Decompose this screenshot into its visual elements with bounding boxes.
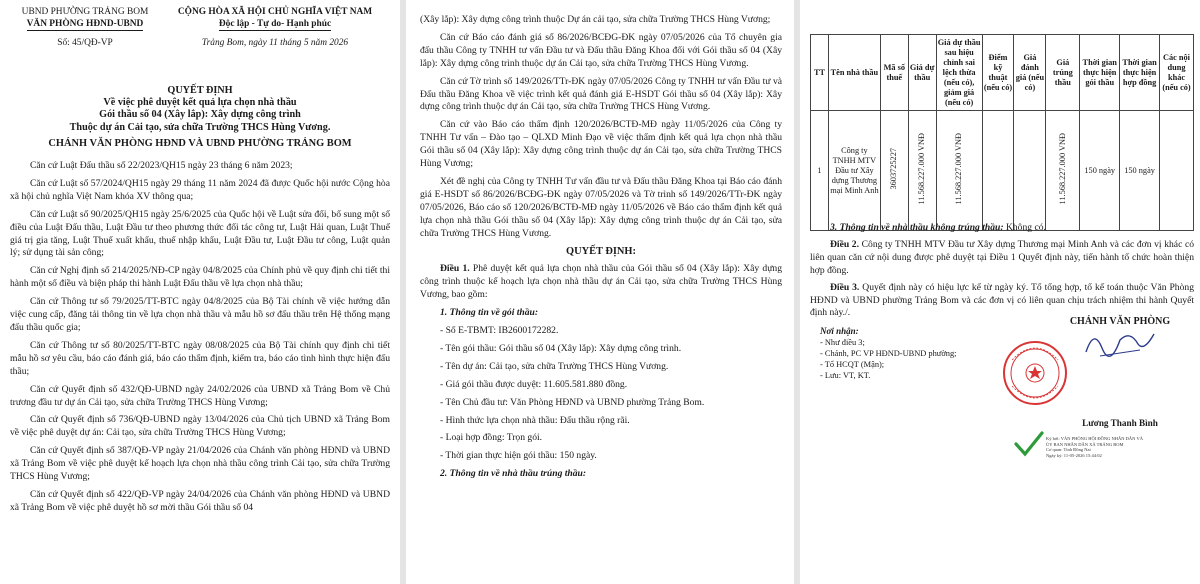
nation-line-2: Độc lập - Tự do- Hạnh phúc bbox=[218, 19, 332, 29]
bid-info-text: Hình thức lựa chọn nhà thầu: Đấu thầu rộng rãi. bbox=[445, 414, 630, 426]
table-cell bbox=[1014, 111, 1046, 231]
bid-info-text: Tên Chủ đầu tư: Văn Phòng HĐND và UBND phường Trảng Bom. bbox=[445, 396, 705, 408]
legal-bases bbox=[10, 160, 390, 520]
article-label: Điều 2. bbox=[830, 238, 859, 250]
section-heading: 2. Thông tin về nhà thầu trúng thầu: bbox=[440, 468, 587, 480]
bid-info-text: Loại hợp đồng: Trọn gói. bbox=[445, 432, 543, 444]
recipients-heading: Nơi nhận: bbox=[820, 326, 859, 336]
article-text: Phê duyệt kết quả lựa chọn nhà thầu của Gói thầu số 04 (Xây lắp): Xây dựng công trình thuộc kế hoạch lựa chọn nhà thầu dự án Cải tạo, sửa chữa Trường THCS Hùng Vương, bao gồm: bbox=[420, 263, 782, 301]
bid-info-item: - Giá gói thầu được duyệt: 11.605.581.880 đồng. bbox=[440, 378, 628, 390]
bid-info-item: - Số E-TBMT: IB2600172282. bbox=[440, 325, 559, 337]
legal-basis-paragraph: Căn cứ Tờ trình số 149/2026/TTr-ĐK ngày 07/05/2026 Công ty TNHH tư vấn Đầu tư và Đấu thầu Đăng Khoa về việc trình kết quả đánh giá E-HSDT Gói thầu số 04 (Xây lắp): Xây dựng công trình thuộc dự án Cải tạo, sửa chữa Trường THCS Hùng Vương. bbox=[420, 75, 782, 113]
table-header: Giá trúng thầu bbox=[1046, 35, 1080, 111]
decision-heading: QUYẾT ĐỊNH: bbox=[566, 245, 636, 257]
article-label: Điều 3. bbox=[830, 281, 860, 293]
legal-basis-paragraph: Căn cứ vào Báo cáo thẩm định 120/2026/BCTĐ-MĐ ngày 11/05/2026 của Công ty TNHH Tư vấn – Đào tạo – QLXD Minh Đạo về việc thẩm định kết quả lựa chọn nhà thầu Gói thầu số 04 (Xây lắp): Xây dựng công trình thuộc dự án Cải tạo, sửa chữa Trường THCS Hùng Vương; bbox=[420, 119, 782, 170]
article-1 bbox=[420, 263, 782, 302]
esig-line: ỦY BAN NHÂN DÂN XÃ TRẢNG BOM bbox=[1046, 441, 1124, 447]
signature-block bbox=[990, 316, 1190, 458]
bid-info-text: Giá gói thầu được duyệt: 11.605.581.880 đồng. bbox=[445, 378, 628, 390]
bid-info-item: - Tên dự án: Cải tạo, sửa chữa Trường THCS Hùng Vương. bbox=[440, 360, 669, 372]
table-header: Điểm kỹ thuật (nếu có) bbox=[982, 35, 1014, 111]
place-date: Trảng Bom, ngày 11 tháng 5 năm 2026 bbox=[201, 38, 349, 48]
official-seal-icon bbox=[1002, 340, 1068, 406]
bid-price: 11.568.227.000 VNĐ bbox=[917, 133, 927, 205]
page-3-body bbox=[810, 222, 1194, 324]
national-title bbox=[160, 6, 390, 49]
legal-basis-paragraph: Căn cứ Luật số 90/2025/QH15 ngày 25/6/2025 của Quốc hội về Luật sửa đổi, bổ sung một số điều của Luật Đấu thầu, Luật Đầu tư theo phương thức đối tác công tư, Luật Hải quan, Luật Thuế giá trị gia tăng, Luật Thuế xuất khẩu, thuế nhập khẩu, Luật Đầu tư, Luật Đầu tư công, Luật quản lý; sử dụng tài sản công; bbox=[10, 208, 390, 259]
recipient-item: - Chánh, PC VP HĐND-UBND phường; bbox=[820, 349, 957, 358]
decision-title: QUYẾT ĐỊNH bbox=[167, 85, 233, 96]
adjusted-bid-price: 11.568.227.000 VNĐ bbox=[954, 133, 964, 205]
table-header: Thời gian thực hiện hợp đồng bbox=[1120, 35, 1160, 111]
table-cell bbox=[1046, 111, 1080, 231]
decision-subtitle-1: Về việc phê duyệt kết quả lựa chọn nhà thầu bbox=[103, 97, 297, 109]
recipients-block bbox=[820, 326, 990, 381]
decision-subtitle-2: Gói thầu số 04 (Xây lắp): Xây dựng công trình bbox=[99, 109, 301, 121]
table-header: Tên nhà thầu bbox=[828, 35, 880, 111]
issuing-authority: CHÁNH VĂN PHÒNG HĐND VÀ UBND PHƯỜNG TRẢNG BOM bbox=[48, 137, 352, 149]
decision-page-1 bbox=[0, 0, 400, 584]
legal-basis-paragraph: Căn cứ Quyết định số 736/QĐ-UBND ngày 13/04/2026 của Chủ tịch UBND xã Trảng Bom về việc phê duyệt dự án: Cải tạo, sửa chữa Trường THCS Hùng Vương; bbox=[10, 414, 390, 439]
table-cell: 1 bbox=[811, 111, 829, 231]
recipient-item: - Lưu: VT, KT. bbox=[820, 371, 871, 380]
tax-code: 3603725227 bbox=[889, 148, 899, 190]
winning-bidder-table bbox=[810, 34, 1194, 231]
legal-basis-paragraph: Căn cứ Thông tư số 79/2025/TT-BTC ngày 04/8/2025 của Bộ Tài chính về việc hướng dẫn việc cung cấp, đăng tải thông tin về lựa chọn nhà thầu và mẫu hồ sơ đấu thầu trên Hệ thống mạng đấu thầu quốc gia; bbox=[10, 296, 390, 333]
table-cell bbox=[1160, 111, 1194, 231]
table-cell: Công ty TNHH MTV Đầu tư Xây dựng Thương mại Minh Anh bbox=[828, 111, 880, 231]
signature-title: CHÁNH VĂN PHÒNG bbox=[1069, 316, 1171, 327]
bid-info-text: Tên dự án: Cải tạo, sửa chữa Trường THCS Hùng Vương. bbox=[445, 360, 669, 372]
legal-basis-paragraph: Căn cứ Quyết định số 422/QĐ-VP ngày 24/04/2026 của Chánh văn phòng HĐND và UBND xã Trảng Bom về việc phê duyệt hồ sơ mời thầu Gói thầu số 04 bbox=[10, 488, 390, 513]
table-header: Giá dự thầu bbox=[908, 35, 936, 111]
article-2 bbox=[810, 239, 1194, 278]
legal-basis-paragraph: Căn cứ Quyết định số 432/QĐ-UBND ngày 24/02/2026 của UBND xã Trảng Bom về Chủ trương đầu tư dự án Cải tạo, sửa chữa Trường THCS Hùng Vương; bbox=[10, 383, 390, 408]
winning-price: 11.568.227.000 VNĐ bbox=[1057, 133, 1067, 205]
esig-line: Cơ quan: Tỉnh Đồng Nai bbox=[1046, 447, 1091, 453]
digital-signature-check-icon bbox=[1014, 430, 1044, 458]
section-heading: 3. Thông tin về nhà thầu không trúng thầu: bbox=[830, 222, 1004, 233]
table-header: Giá dự thầu sau hiệu chỉnh sai lệch thừa (nếu có), giảm giá (nếu có) bbox=[936, 35, 982, 111]
issuing-agency bbox=[10, 6, 160, 49]
bid-info-text: Thời gian thực hiện gói thầu: 150 ngày. bbox=[445, 450, 597, 462]
table-header: Mã số thuế bbox=[880, 35, 908, 111]
section-heading: 1. Thông tin về gói thầu: bbox=[440, 307, 539, 319]
article-text: Quyết định này có hiệu lực kể từ ngày ký. Tổ tổng hợp, tổ kế toán thuộc Văn Phòng HĐND và UBND phường Trảng Bom và các đơn vị có liên quan chịu trách nhiệm thi hành Quyết định này./. bbox=[810, 281, 1194, 319]
handwritten-signature-icon bbox=[1080, 322, 1160, 362]
table-cell: 150 ngày bbox=[1120, 111, 1160, 231]
article-label: Điều 1. bbox=[440, 263, 470, 275]
table-cell bbox=[880, 111, 908, 231]
table-header: Các nội dung khác (nếu có) bbox=[1160, 35, 1194, 111]
table-cell bbox=[936, 111, 982, 231]
decision-page-3 bbox=[800, 0, 1200, 584]
table-header-row bbox=[811, 35, 1194, 111]
table-header: Thời gian thực hiện gói thầu bbox=[1080, 35, 1120, 111]
legal-basis-paragraph: Căn cứ Luật Đấu thầu số 22/2023/QH15 ngày 23 tháng 6 năm 2023; bbox=[30, 160, 293, 171]
decision-subtitle-3: Thuộc dự án Cải tạo, sửa chữa Trường THCS Hùng Vương. bbox=[69, 121, 331, 133]
bid-info-item: - Hình thức lựa chọn nhà thầu: Đấu thầu rộng rãi. bbox=[440, 414, 630, 426]
page-2-body bbox=[420, 14, 782, 486]
signer-name: Lương Thanh Bình bbox=[1082, 418, 1158, 428]
agency-line-2: VĂN PHÒNG HĐND-UBND bbox=[26, 19, 144, 29]
continuation-text: (Xây lắp): Xây dựng công trình thuộc Dự án cải tạo, sửa chữa Trường THCS Hùng Vương; bbox=[420, 14, 771, 25]
table-cell: 150 ngày bbox=[1080, 111, 1120, 231]
legal-basis-paragraph: Xét đề nghị của Công ty TNHH Tư vấn đầu tư và Đấu thầu Đăng Khoa tại Báo cáo đánh giá E-HSDT số 86/2026/BCĐG-ĐK ngày 07/05/2026 và Tờ trình số 149/2026/TTr-ĐK ngày 07/05/2026, Báo cáo số 120/2026/BCTĐ-MĐ ngày 11/05/2026 về Báo cáo thẩm định kết quả lựa chọn nhà thầu Gói thầu số 04 (Xây lắp): Xây dựng công trình thuộc dự án Cải tạo, sửa chữa Trường THCS Hùng Vương. bbox=[420, 175, 782, 239]
digital-signature-info bbox=[1046, 436, 1186, 458]
decision-title-block bbox=[10, 85, 390, 150]
article-text: Công ty TNHH MTV Đầu tư Xây dựng Thương mại Minh Anh và các đơn vị khác có liên quan căn cứ nội dung được phê duyệt tại Điều 1 Quyết định này, tiến hành tổ chức hoàn thiện hợp đồng. bbox=[810, 238, 1194, 276]
bid-info-item: - Loại hợp đồng: Trọn gói. bbox=[440, 432, 543, 444]
table-header: Giá đánh giá (nếu có) bbox=[1014, 35, 1046, 111]
esig-line: Ngày ký: 11-05-2026 15:44:02 bbox=[1046, 452, 1102, 458]
legal-basis-paragraph: Căn cứ Luật số 57/2024/QH15 ngày 29 tháng 11 năm 2024 đã được Quốc hội nước Cộng hòa xã hội chủ nghĩa Việt Nam khóa XV thông qua; bbox=[10, 177, 390, 202]
esig-line: Ký bởi: VĂN PHÒNG HỘI ĐỒNG NHÂN DÂN VÀ bbox=[1046, 436, 1143, 441]
legal-basis-paragraph: Căn cứ Báo cáo đánh giá số 86/2026/BCĐG-ĐK ngày 07/05/2026 của Tổ chuyên gia đấu thầu Công ty TNHH tư vấn Đầu tư và Đấu thầu Đăng Khoa đối với Gói thầu số 04 (Xây lắp): Xây dựng công trình thuộc dự án Cải tạo, sửa chữa Trường THCS Hùng Vương. bbox=[420, 31, 782, 69]
legal-basis-paragraph: Căn cứ Quyết định số 387/QĐ-VP ngày 21/04/2026 của Chánh văn phòng HĐND và UBND xã Trảng Bom về việc phê duyệt kế hoạch lựa chọn nhà thầu công trình Cải tạo, sửa chữa Trường THCS Hùng Vương; bbox=[10, 445, 390, 483]
recipient-item: - Như điều 3; bbox=[820, 338, 865, 347]
article-3 bbox=[810, 282, 1194, 321]
bid-info-item: - Tên gói thầu: Gói thầu số 04 (Xây lắp): Xây dựng công trình. bbox=[440, 342, 682, 354]
agency-line-1: UBND PHƯỜNG TRẢNG BOM bbox=[21, 7, 149, 17]
section-value: Không có. bbox=[1003, 222, 1046, 233]
bid-info-item: - Tên Chủ đầu tư: Văn Phòng HĐND và UBND phường Trảng Bom. bbox=[440, 396, 705, 408]
bid-info-text: Tên gói thầu: Gói thầu số 04 (Xây lắp): Xây dựng công trình. bbox=[445, 342, 682, 354]
document-number: Số: 45/QĐ-VP bbox=[57, 38, 113, 48]
page-gutter bbox=[400, 0, 406, 584]
bid-info-text: Số E-TBMT: IB2600172282. bbox=[445, 325, 559, 337]
bid-info-item: - Thời gian thực hiện gói thầu: 150 ngày. bbox=[440, 450, 597, 462]
table-cell bbox=[908, 111, 936, 231]
legal-basis-paragraph: Căn cứ Nghị định số 214/2025/NĐ-CP ngày 04/8/2025 của Chính phủ về quy định chi tiết thi hành một số điều và biện pháp thi hành Luật Đấu thầu về lựa chọn nhà thầu; bbox=[10, 265, 390, 290]
recipient-item: - Tổ HCQT (Mận); bbox=[820, 360, 885, 369]
table-row bbox=[811, 111, 1194, 231]
table-cell bbox=[982, 111, 1014, 231]
legal-basis-paragraph: Căn cứ Thông tư số 80/2025/TT-BTC ngày 08/08/2025 của Bộ Tài chính quy định chi tiết mẫu hồ sơ yêu cầu, báo cáo đánh giá, báo cáo thẩm định, kiểm tra, báo cáo tình hình thực hiện đấu thầu; bbox=[10, 339, 390, 377]
decision-page-2 bbox=[408, 0, 794, 584]
nation-line-1: CỘNG HÒA XÃ HỘI CHỦ NGHĨA VIỆT NAM bbox=[177, 7, 373, 17]
non-winning-bidders bbox=[810, 222, 1194, 235]
table-header: TT bbox=[811, 35, 829, 111]
